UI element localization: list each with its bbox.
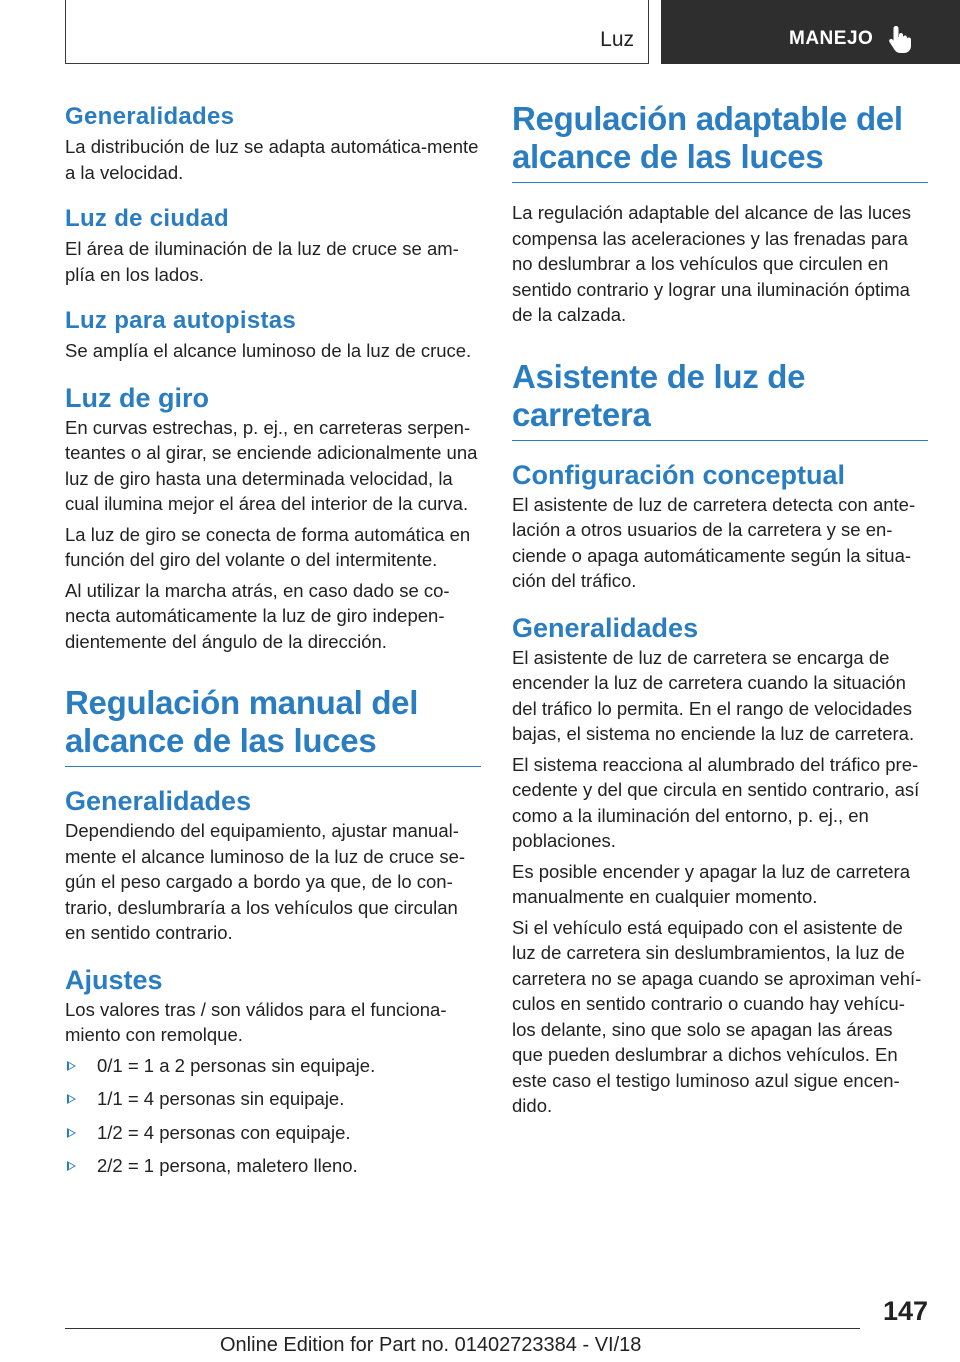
list-item	[65, 1120, 481, 1146]
left-column	[65, 100, 481, 1187]
subsection-heading: Ajustes	[65, 964, 163, 995]
paragraph: El sistema reacciona al alumbrado del tráfico pre-cedente y del que circula en sentido contrario, así como a la iluminación del entorno, p. ej., en poblaciones.	[512, 753, 920, 851]
list-item	[65, 1086, 481, 1112]
paragraph: El asistente de luz de carretera se encarga de encender la luz de carretera cuando la situación del tráfico lo permita. En el rango de velocidades bajas, el sistema no enciende la luz de carretera.	[512, 646, 915, 744]
triangle-bullet-icon	[67, 1061, 76, 1071]
chapter-tab-label: MANEJO	[789, 28, 874, 49]
subsection-heading: Generalidades	[512, 612, 699, 643]
chapter-heading: Regulación manual del alcance de las luces	[65, 684, 481, 767]
paragraph: El área de iluminación de la luz de cruce se am-plía en los lados.	[65, 238, 459, 285]
paragraph: Si el vehículo está equipado con el asistente de luz de carretera sin deslumbramientos, la luz de carretera no se apaga cuando se aproximan vehí-culos en sentido contrario o cuando hay vehícu-los delante, sino que solo se apagan las áreas que pueden deslumbrar a dichos vehículos. En este caso el testigo luminoso azul sigue encen-dido.	[512, 916, 922, 1116]
page-number: 147	[882, 1296, 928, 1326]
right-column	[512, 100, 928, 1119]
subsection-heading: Configuración conceptual	[512, 459, 846, 490]
subsection-heading: Generalidades	[65, 786, 252, 816]
paragraph: Es posible encender y apagar la luz de carretera manualmente en cualquier momento.	[512, 860, 910, 907]
paragraph: En curvas estrechas, p. ej., en carreteras serpen-teantes o al girar, se enciende adicionalmente una luz de giro hasta una determinada velocidad, la cual ilumina mejor el área del interior de la curva.	[65, 416, 478, 514]
subsection-heading: Luz de giro	[65, 382, 209, 413]
chapter-tab	[661, 0, 960, 64]
triangle-bullet-icon	[67, 1094, 76, 1104]
section-heading: Generalidades	[65, 103, 235, 130]
section-heading: Luz para autopistas	[65, 307, 297, 334]
paragraph: Se amplía el alcance luminoso de la luz de cruce.	[65, 340, 472, 361]
header-section-title: Luz	[600, 28, 634, 51]
triangle-bullet-icon	[67, 1161, 76, 1171]
section-heading: Luz de ciudad	[65, 205, 229, 232]
list-item	[65, 1153, 481, 1179]
footer-divider	[65, 1328, 860, 1329]
paragraph: Dependiendo del equipamiento, ajustar manual-mente el alcance luminoso de la luz de cruce se-gún el peso cargado a bordo ya que, de lo con-trario, deslumbraría a los vehículos que circulan en sentido contrario.	[65, 820, 466, 943]
footer-edition: Online Edition for Part no. 01402723384 - VI/18	[220, 1334, 642, 1356]
paragraph: La regulación adaptable del alcance de las luces compensa las aceleraciones y las frenadas para no deslumbrar a los vehículos que circulen en sentido contrario y lograr una iluminación óptima de la calzada.	[512, 202, 912, 325]
paragraph: El asistente de luz de carretera detecta con ante-lación a otros usuarios de la carretera y se en-ciende o apaga automáticamente según la situa-ción del tráfico.	[512, 493, 916, 591]
paragraph: La distribución de luz se adapta automática-mente a la velocidad.	[65, 136, 479, 183]
settings-list	[65, 1053, 481, 1179]
chapter-heading: Asistente de luz de carretera	[512, 358, 928, 441]
header-box	[65, 0, 649, 64]
list-item-text: 0/1 = 1 a 2 personas sin equipaje.	[97, 1054, 376, 1076]
triangle-bullet-icon	[67, 1128, 76, 1138]
list-item-text: 1/1 = 4 personas sin equipaje.	[97, 1088, 345, 1109]
paragraph: La luz de giro se conecta de forma automática en función del giro del volante o del intermitente.	[65, 523, 471, 570]
list-item-text: 2/2 = 1 persona, maletero lleno.	[97, 1155, 358, 1176]
hand-pointer-icon	[887, 24, 913, 54]
chapter-heading: Regulación adaptable del alcance de las luces	[512, 100, 928, 183]
paragraph: Los valores tras / son válidos para el funciona-miento con remolque.	[65, 998, 447, 1045]
list-item	[65, 1053, 481, 1079]
paragraph: Al utilizar la marcha atrás, en caso dado se co-necta automáticamente la luz de giro indepen-dientemente del ángulo de la dirección.	[65, 579, 450, 652]
list-item-text: 1/2 = 4 personas con equipaje.	[97, 1121, 351, 1143]
